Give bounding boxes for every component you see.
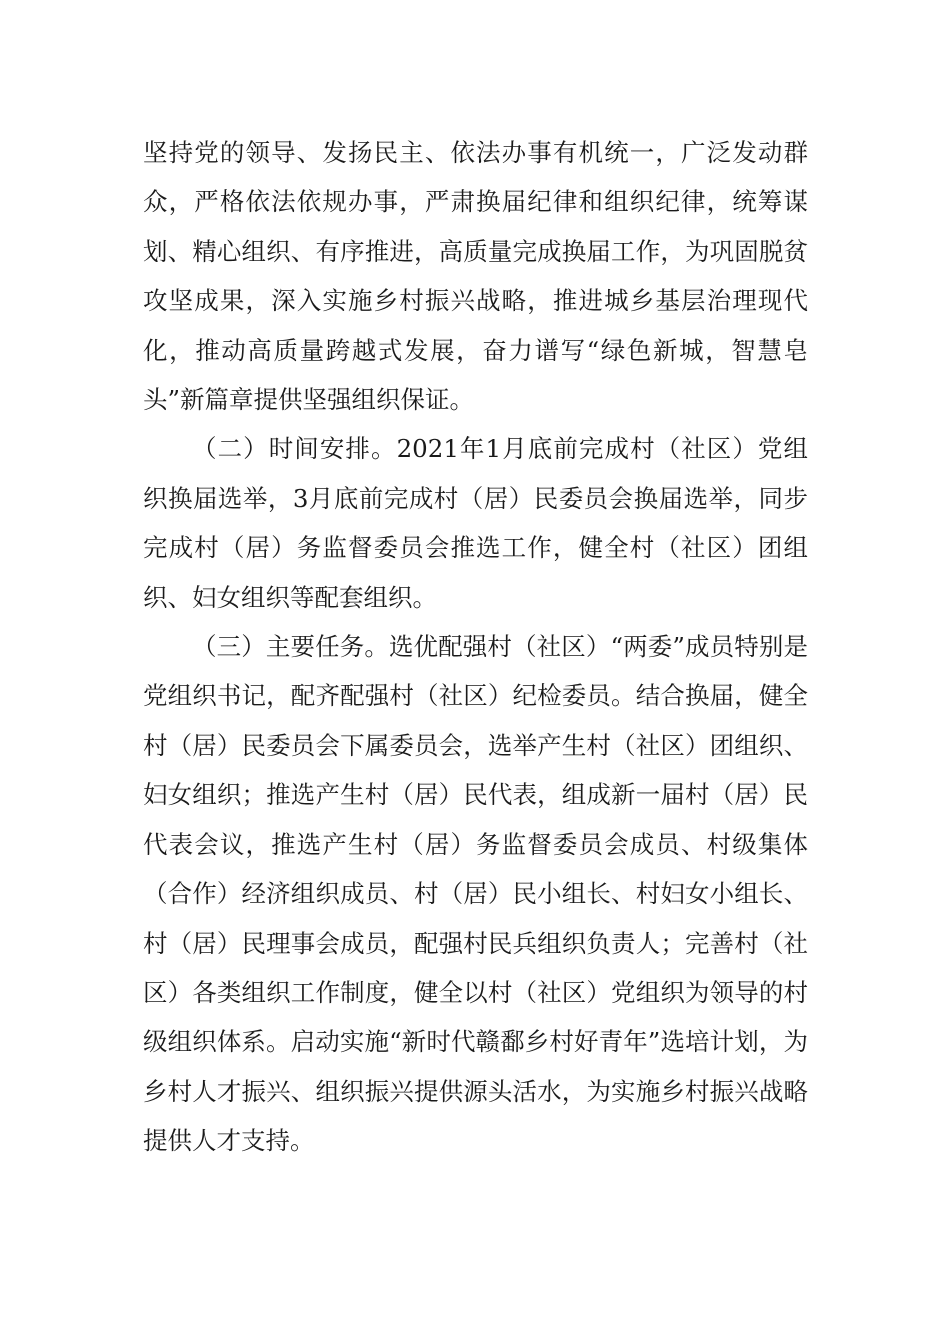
document-body [143,128,808,1166]
paragraph-main-tasks: （三）主要任务。选优配强村（社区）“两委”成员特别是党组织书记，配齐配强村（社区）纪检委员。结合换届，健全村（居）民委员会下属委员会，选举产生村（社区）团组织、妇女组织；推选产生村（居）民代表，组成新一届村（居）民代表会议，推选产生村（居）务监督委员会成员、村级集体（合作）经济组织成员、村（居）民小组长、村妇女小组长、村（居）民理事会成员，配强村民兵组织负责人；完善村（社区）各类组织工作制度，健全以村（社区）党组织为领导的村级组织体系。启动实施“新时代赣鄱乡村好青年”选培计划，为乡村人才振兴、组织振兴提供源头活水，为实施乡村振兴战略提供人才支持。 [143,632,808,1156]
paragraph-continuation: 坚持党的领导、发扬民主、依法办事有机统一，广泛发动群众，严格依法依规办事，严肃换届纪律和组织纪律，统筹谋划、精心组织、有序推进，高质量完成换届工作，为巩固脱贫攻坚成果，深入实施乡村振兴战略，推进城乡基层治理现代化，推动高质量跨越式发展，奋力谱写“绿色新城，智慧皂头”新篇章提供坚强组织保证。 [143,138,808,415]
paragraph-time-schedule: （二）时间安排。2021年1月底前完成村（社区）党组织换届选举，3月底前完成村（居）民委员会换届选举，同步完成村（居）务监督委员会推选工作，健全村（社区）团组织、妇女组织等配套组织。 [143,434,808,612]
